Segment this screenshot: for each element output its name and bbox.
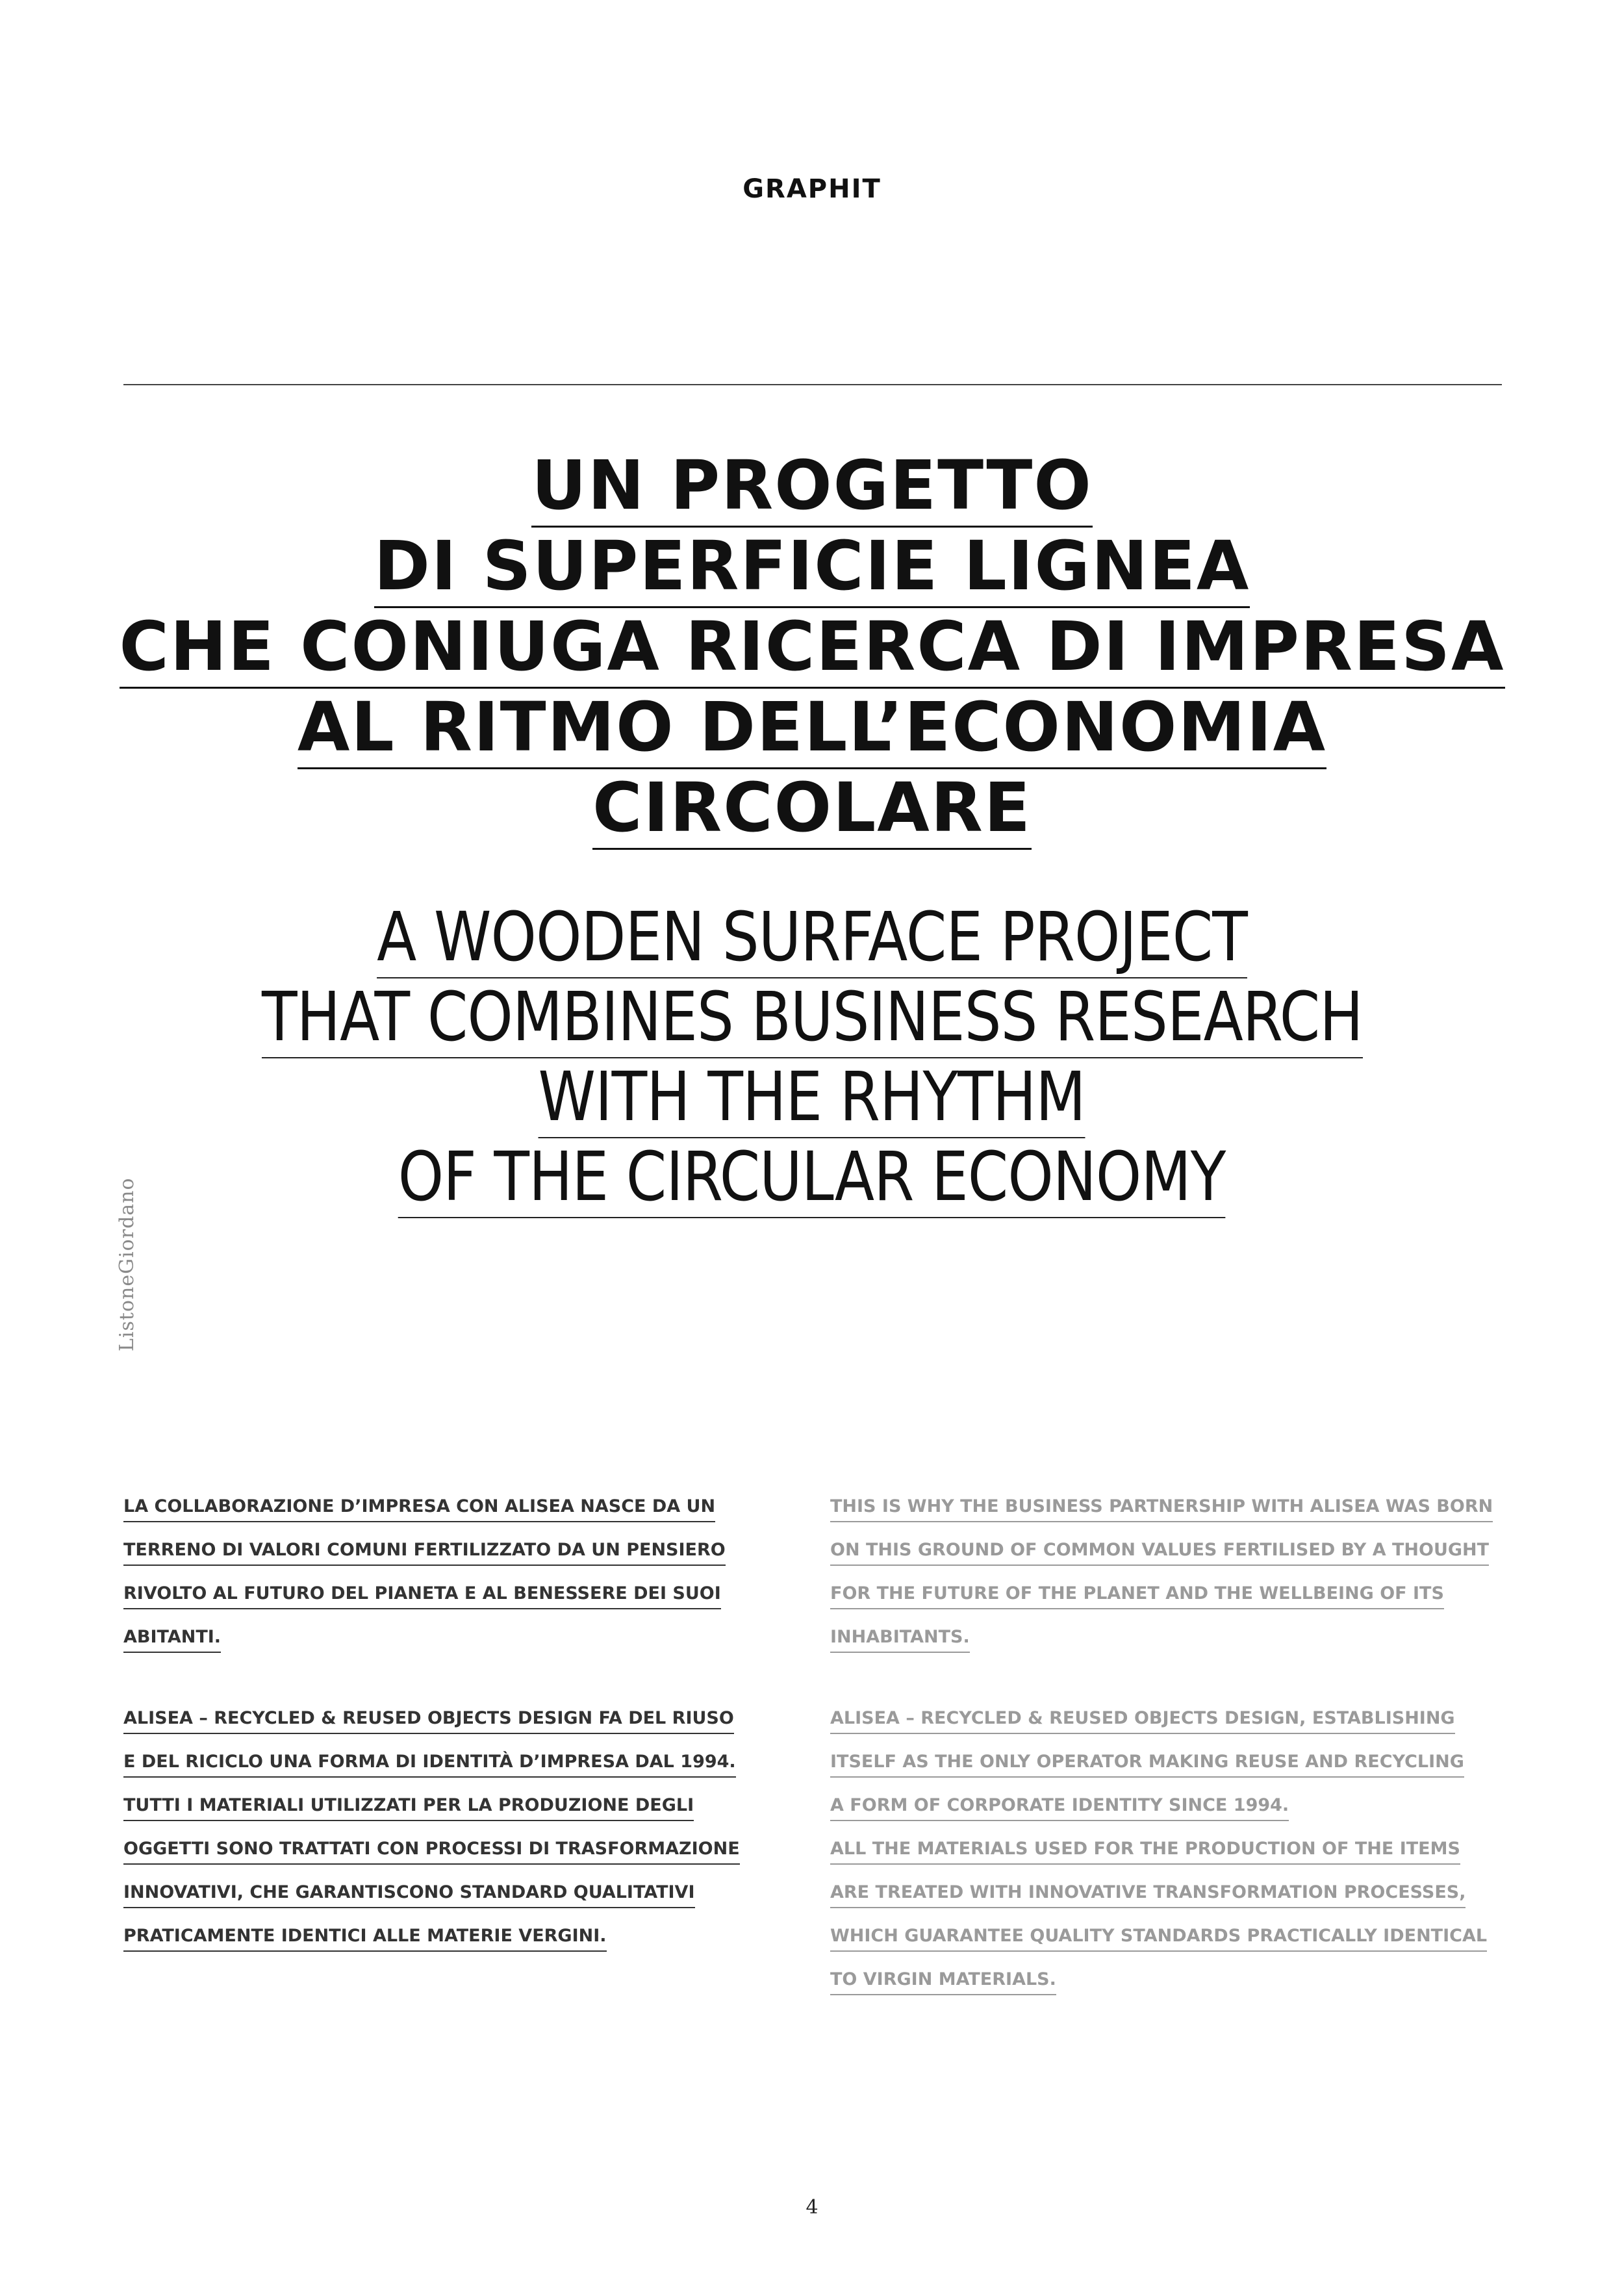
body-line: ARE TREATED WITH INNOVATIVE TRANSFORMATION PROCESSES, (830, 1878, 1465, 1908)
page-header-title: GRAPHIT (742, 174, 882, 204)
headline-line: AL RITMO DELL’ECONOMIA (298, 689, 1326, 769)
body-line: RIVOLTO AL FUTURO DEL PIANETA E AL BENESSERE DEI SUOI (123, 1579, 721, 1609)
body-line: TERRENO DI VALORI COMUNI FERTILIZZATO DA UN PENSIERO (123, 1536, 726, 1566)
body-line: TO VIRGIN MATERIALS. (830, 1965, 1056, 1995)
body-paragraph (123, 1700, 812, 1961)
headline-line: DI SUPERFICIE LIGNEA (374, 528, 1250, 608)
body-paragraph (123, 1488, 812, 1662)
headline-line: CHE CONIUGA RICERCA DI IMPRESA (120, 608, 1505, 689)
page-number: 4 (806, 2196, 818, 2219)
body-line: FOR THE FUTURE OF THE PLANET AND THE WELLBEING OF ITS (830, 1579, 1444, 1609)
body-line: LA COLLABORAZIONE D’IMPRESA CON ALISEA NASCE DA UN (123, 1492, 715, 1522)
horizontal-divider (123, 384, 1502, 385)
body-line: A FORM OF CORPORATE IDENTITY SINCE 1994. (830, 1791, 1289, 1821)
headline-english (0, 899, 1624, 1218)
subheadline-line: WITH THE RHYTHM (539, 1058, 1085, 1138)
headline-line: UN PROGETTO (531, 447, 1093, 528)
subheadline-line: A WOODEN SURFACE PROJECT (377, 899, 1247, 978)
body-paragraph (830, 1488, 1519, 1662)
body-line: THIS IS WHY THE BUSINESS PARTNERSHIP WITH ALISEA WAS BORN (830, 1492, 1493, 1522)
body-paragraph (830, 1700, 1519, 2004)
body-line: INNOVATIVI, CHE GARANTISCONO STANDARD QUALITATIVI (123, 1878, 695, 1908)
body-column-italian (123, 1488, 812, 1999)
body-line: ITSELF AS THE ONLY OPERATOR MAKING REUSE AND RECYCLING (830, 1748, 1464, 1778)
subheadline-line: THAT COMBINES BUSINESS RESEARCH (262, 978, 1363, 1058)
body-line: ON THIS GROUND OF COMMON VALUES FERTILISED BY A THOUGHT (830, 1536, 1489, 1566)
body-line: ALL THE MATERIALS USED FOR THE PRODUCTION OF THE ITEMS (830, 1835, 1460, 1865)
headline-line: CIRCOLARE (592, 769, 1032, 850)
body-column-english (830, 1488, 1519, 2042)
body-line: INHABITANTS. (830, 1623, 970, 1653)
body-line: WHICH GUARANTEE QUALITY STANDARDS PRACTICALLY IDENTICAL (830, 1922, 1487, 1952)
body-line: TUTTI I MATERIALI UTILIZZATI PER LA PRODUZIONE DEGLI (123, 1791, 694, 1821)
brand-wordmark-vertical: ListoneGiordano (116, 1177, 138, 1351)
body-line: ALISEA – RECYCLED & REUSED OBJECTS DESIGN, ESTABLISHING (830, 1704, 1455, 1734)
body-line: PRATICAMENTE IDENTICI ALLE MATERIE VERGINI. (123, 1922, 607, 1952)
body-line: OGGETTI SONO TRATTATI CON PROCESSI DI TRASFORMAZIONE (123, 1835, 740, 1865)
body-line: E DEL RICICLO UNA FORMA DI IDENTITÀ D’IMPRESA DAL 1994. (123, 1748, 736, 1778)
body-line: ABITANTI. (123, 1623, 221, 1653)
body-line: ALISEA – RECYCLED & REUSED OBJECTS DESIGN FA DEL RIUSO (123, 1704, 734, 1734)
subheadline-line: OF THE CIRCULAR ECONOMY (398, 1138, 1226, 1218)
headline-italian (0, 447, 1624, 850)
